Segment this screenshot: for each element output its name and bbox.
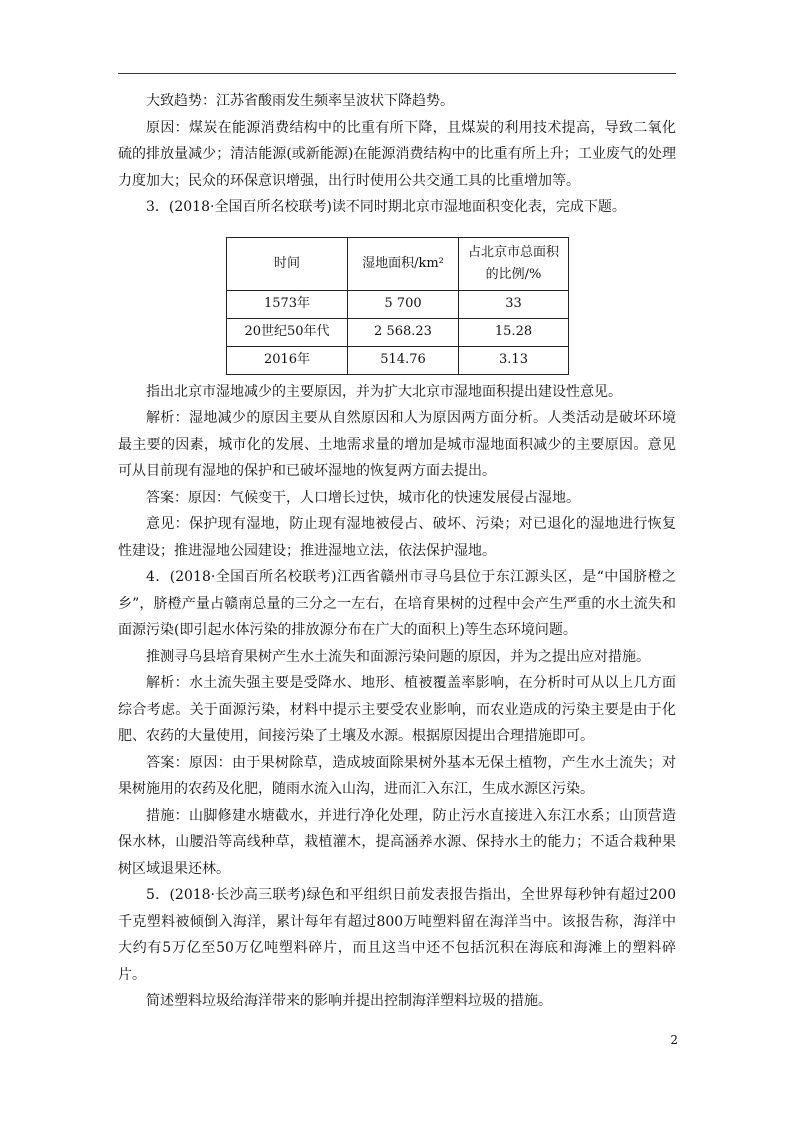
cell-area: 2 568.23 — [348, 318, 459, 346]
cell-time: 20世纪50年代 — [227, 318, 348, 346]
analysis-4: 解析：水土流失强主要是受降水、地形、植被覆盖率影响，在分析时可从以上几方面综合考虑。关于面源污染，材料中提示主要受农业影响，而农业造成的污染主要是由于化肥、农药的大量使用，间接污染了土壤及水源。根据原因提出合理措施即可。 — [118, 675, 676, 744]
wetland-table-wrapper — [226, 237, 676, 375]
question-4-prompt: 推测寻乌县培育果树产生水土流失和面源污染问题的原因，并为之提出应对措施。 — [146, 648, 650, 665]
header-time: 时间 — [227, 237, 348, 290]
table-header-row — [227, 237, 569, 290]
cell-proportion: 15.28 — [459, 318, 569, 346]
question-4: 4．(2018·全国百所名校联考)江西省赣州市寻乌县位于东江源头区，是“中国脐橙之乡”，脐橙产量占赣南总量的三分之一左右，在培育果树的过程中会产生严重的水土流失和面源污染(即引起水体污染的排放源分布在广大的面积上)等生态环境问题。 — [118, 569, 676, 638]
header-wetland-area: 湿地面积/km² — [348, 237, 459, 290]
table-row — [227, 346, 569, 374]
cell-time: 2016年 — [227, 346, 348, 374]
header-rule — [118, 73, 676, 74]
cell-proportion: 33 — [459, 290, 569, 318]
question-3-prompt: 指出北京市湿地减少的主要原因，并为扩大北京市湿地面积提出建设性意见。 — [146, 383, 622, 400]
question-5-prompt: 简述塑料垃圾给海洋带来的影响并提出控制海洋塑料垃圾的措施。 — [146, 993, 552, 1009]
table-row — [227, 318, 569, 346]
answer-4-measures: 措施：山脚修建水塘截水，并进行净化处理，防止污水直接进入东江水系；山顶营造保水林，山腰沿等高线种草，栽植灌木，提高涵养水源、保持水土的能力；不适合栽种果树区域退果还林。 — [118, 807, 676, 877]
document-body — [118, 88, 676, 1015]
header-proportion: 占北京市总面积的比例/% — [459, 237, 569, 290]
paragraph-trend: 大致趋势：江苏省酸雨发生频率呈波状下降趋势。 — [146, 93, 454, 109]
wetland-area-table — [226, 237, 569, 375]
analysis-3: 解析：湿地减少的原因主要从自然原因和人为原因两方面分析。人类活动是破坏环境最主要的因素，城市化的发展、土地需求量的增加是城市湿地面积减少的主要原因。意见可从目前现有湿地的保护和已破坏湿地的恢复两方面去提出。 — [118, 410, 676, 479]
answer-3-reason: 答案：原因：气候变干，人口增长过快，城市化的快速发展侵占湿地。 — [146, 489, 580, 506]
cell-proportion: 3.13 — [459, 346, 569, 374]
page-number: 2 — [670, 1033, 678, 1047]
paragraph-reason: 原因：煤炭在能源消费结构中的比重有所下降，且煤炭的利用技术提高，导致二氧化硫的排放量减少；清洁能源(或新能源)在能源消费结构中的比重有所上升；工业废气的处理力度加大；民众的环保意识增强，出行时使用公共交通工具的比重增加等。 — [118, 119, 676, 189]
cell-time: 1573年 — [227, 290, 348, 318]
cell-area: 514.76 — [348, 346, 459, 374]
answer-3-suggestion: 意见：保护现有湿地，防止现有湿地被侵占、破坏、污染；对已退化的湿地进行恢复性建设；推进湿地公园建设；推进湿地立法，依法保护湿地。 — [118, 516, 676, 559]
question-5: 5．(2018·长沙高三联考)绿色和平组织日前发表报告指出，全世界每秒钟有超过200千克塑料被倾倒入海洋，累计每年有超过800万吨塑料留在海洋当中。该报告称，海洋中大约有5万亿至50万亿吨塑料碎片，而且这当中还不包括沉积在海底和海滩上的塑料碎片。 — [118, 887, 676, 983]
table-row — [227, 290, 569, 318]
question-3: 3．(2018·全国百所名校联考)读不同时期北京市湿地面积变化表，完成下题。 — [146, 199, 626, 215]
cell-area: 5 700 — [348, 290, 459, 318]
answer-4-reason: 答案：原因：由于果树除草，造成坡面除果树外基本无保土植物，产生水土流失；对果树施用的农药及化肥，随雨水流入山沟，进而汇入东江，生成水源区污染。 — [118, 754, 676, 797]
